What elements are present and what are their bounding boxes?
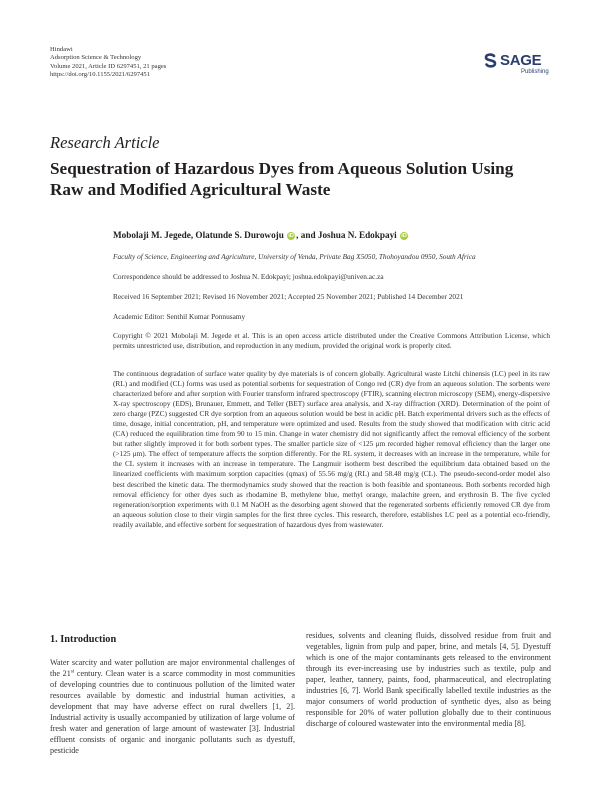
intro-left-text-a: Water scarcity and water pollution are major environmental challenges of the 21	[50, 658, 295, 679]
intro-column-left	[50, 657, 295, 756]
journal-name: Adsorption Science & Technology	[50, 54, 142, 62]
publication-dates: Received 16 September 2021; Revised 16 November 2021; Accepted 25 November 2021; Published 14 December 2021	[113, 292, 464, 301]
publisher-name: Hindawi	[50, 46, 73, 53]
article-title: Sequestration of Hazardous Dyes from Aqueous Solution Using Raw and Modified Agricultural Waste	[50, 159, 514, 199]
article-type: Research Article	[50, 133, 160, 152]
logo-subtitle: Publishing	[521, 69, 549, 75]
academic-editor: Academic Editor: Senthil Kumar Ponnusamy	[113, 312, 246, 321]
author-1: Mobolaji M. Jegede,	[113, 230, 194, 240]
orcid-icon[interactable]: iD	[401, 233, 407, 239]
doi-link[interactable]: https://doi.org/10.1155/2021/6297451	[50, 70, 151, 78]
abstract: The continuous degradation of surface water quality by dye materials is of concern globally. Agricultural waste Litchi chinensis (LC) peel in its raw (RL) and modified (CL) forms was used as potential sorbents for sequestration of Congo red (CR) dye from an aqueous solution. The sorbents were characterized before and after sorption with Fourier transform infrared spectroscopy (FTIR), scanning electron microscopy (SEM), energy-dispersive X-ray spectroscopy (EDS), Brunauer, Emmett, and Teller (BET) surface area analysis, and X-ray diffraction (XRD). Determination of the point of zero charge (PZC) suggested CR dye sorption from an aqueous solution would be best in acidic pH. Batch experimental drivers such as the effects of time, dosage, initial concentration, pH, and temperature were optimized and used. Results from the study showed that modification with citric acid (CA) reduced the equilibration time from 90 to 15 min. Change in water chemistry did not significantly affect the removal efficiency of the sorbent but rather slightly improved it for both sorbent types. The smaller particle size of <125 μm recorded higher removal efficiency than the larger one (>125 μm). The effect of temperature affects the sorption differently. For the RL system, it decreases with an increase in the temperature, while for the CL system it increases with an increase in temperature. The Langmuir isotherm best described the equilibrium data obtained based on the linearized coefficients with maximum sorption capacities (qmax) of 55.56 mg/g (RL) and 58.48 mg/g (CL). The pseudo-second-order model also best described the kinetic data. The thermodynamics study showed that the reaction is both feasible and spontaneous. Both sorbents recorded high removal efficiency for other dyes such as rhodamine B, methylene blue, methyl orange, malachite green, and erythrosin B. The five cycled regeneration/sorption experiments with 0.1 M NaOH as the desorbing agent showed that the regenerated sorbents efficiently removed CR dye from an aqueous solution close to their virgin samples for the first three cycles. This research, therefore, establishes LC peel as a potential eco-friendly, readily available, and effective sorbent for sequestration of hazardous dyes from wastewater.	[113, 369, 550, 529]
author-list	[113, 230, 409, 240]
sage-mark-icon	[483, 53, 498, 68]
correspondence: Correspondence should be addressed to Joshua N. Edokpayi; joshua.edokpayi@univen.ac.za	[113, 272, 384, 281]
superscript-st: st	[70, 669, 75, 675]
journal-meta	[50, 46, 166, 79]
volume-line: Volume 2021, Article ID 6297451, 21 pages	[50, 62, 167, 70]
sage-logo	[483, 52, 553, 88]
intro-left-text-b: century. Clean water is a scarce commodity in most communities of developing countries due to continuous pollution of the limited water resources available by domestic and industrial human activities, a development that may have adverse effect on rural dwellers [1, 2]. Industrial activity is usually accompanied by utilization of large volume of fresh water and generation of large amount of wastewater [3]. Industrial effluent consists of organic and inorganic pollutants such as dyestuff, pesticide	[50, 669, 295, 756]
intro-column-right: residues, solvents and cleaning fluids, dissolved residue from fruit and vegetables, lignin from pulp and paper, brine, and metals [4, 5]. Dyestuff which is one of the major contaminants gets released to the environment through its ever-increasing use by industries such as textile, pulp and paper, leather, tannery, paints, food, pharmaceutical, and electroplating industries [6, 7]. World Bank specifically labelled textile industries as the major consumers of world production of synthetic dyes, also as being responsible for 20% of water pollution globally due to their continuous discharge of coloured wastewater into the environmental media [8].	[306, 631, 551, 729]
logo-wordmark: SAGE	[500, 52, 542, 69]
author-2: Olatunde S. Durowoju	[195, 230, 284, 240]
copyright-notice: Copyright © 2021 Mobolaji M. Jegede et al. This is an open access article distributed under the Creative Commons Attribution License, which permits unrestricted use, distribution, and reproduction in any medium, provided the original work is properly cited.	[113, 331, 550, 351]
affiliation: Faculty of Science, Engineering and Agriculture, University of Venda, Private Bag X5050, Thohoyandou 0950, South Africa	[113, 252, 476, 261]
author-3: , and Joshua N. Edokpayi	[296, 230, 397, 240]
section-heading-introduction: 1. Introduction	[50, 634, 117, 645]
orcid-icon[interactable]: iD	[288, 233, 294, 239]
